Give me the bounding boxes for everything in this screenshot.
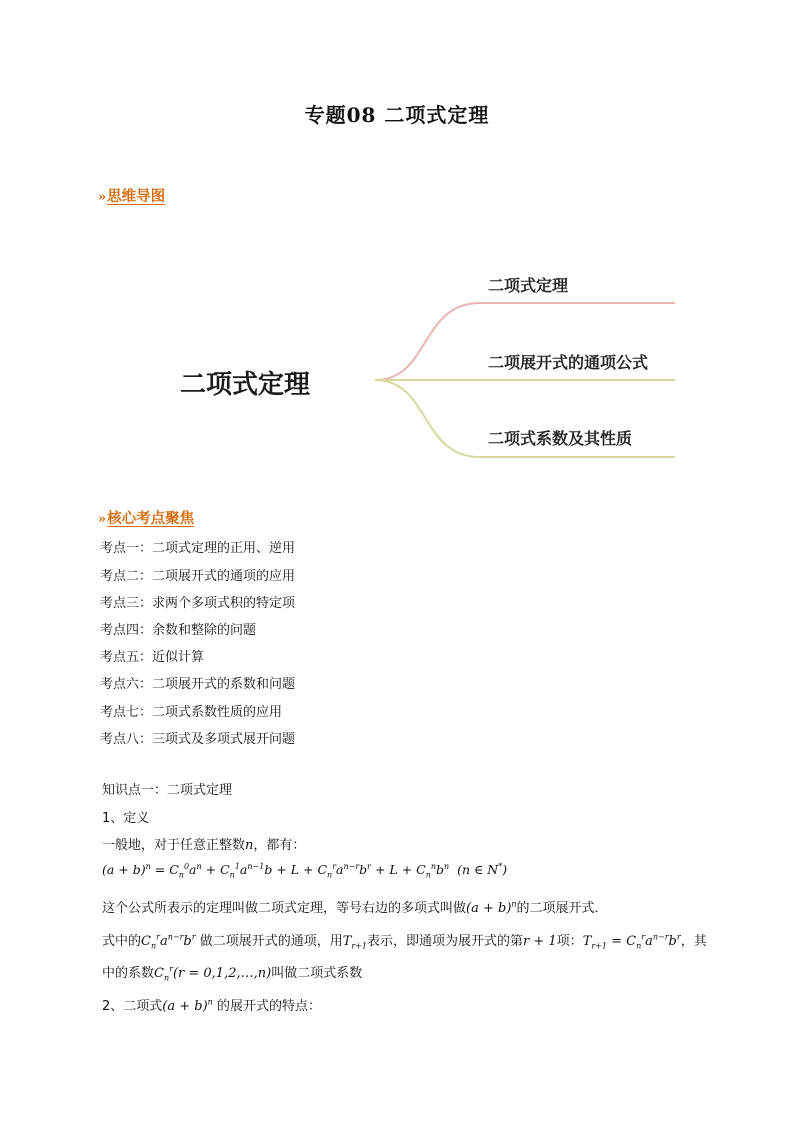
features-title: 2、二项式$(a + b)^n$ 的展开式的特点：	[102, 997, 321, 1014]
paragraph-coefficient: 中的系数$C_n^r(r$ = 0,1,2,…,n)叫做二项式系数	[102, 964, 363, 983]
core-heading: »核心考点聚焦	[98, 510, 195, 527]
mindmap-branch-2: 二项展开式的通项公式	[488, 353, 649, 372]
key-point-item: 考点一：二项式定理的正用、逆用	[100, 541, 296, 556]
definition-title: 1、定义	[102, 811, 150, 826]
key-point-item: 考点五：近似计算	[100, 650, 205, 665]
mindmap-branch-1: 二项式定理	[488, 276, 569, 295]
page-title: 专题08 二项式定理	[304, 103, 490, 127]
definition-intro: 一般地，对于任意正整数n，都有：	[102, 838, 306, 853]
key-point-item: 考点七：二项式系数性质的应用	[100, 705, 283, 720]
key-point-item: 考点三：求两个多项式积的特定项	[100, 596, 296, 611]
paragraph-general-term: 式中的$C_n^ra^{n-r}b^r$ 做二项展开式的通项，用$T_{r+1}$表示，即通项为展开式的第r + 1项：$T_{r+1} = C_n^ra^{n-r}b^r$，其	[102, 932, 707, 951]
mindmap-heading: »思维导图	[98, 188, 166, 205]
key-point-item: 考点八：三项式及多项式展开问题	[100, 732, 296, 747]
paragraph-theorem: 这个公式所表示的定理叫做二项式定理，等号右边的多项式叫做$(a + b)^n$的二项展开式．	[102, 899, 608, 916]
mindmap-branch-3: 二项式系数及其性质	[488, 429, 633, 448]
double-chevron-icon: »	[98, 190, 107, 205]
key-point-item: 考点二：二项展开式的通项的应用	[100, 569, 296, 584]
mindmap-root: 二项式定理	[180, 370, 311, 400]
binomial-theorem-formula: $(a + b)^n = C_n^0a^n + C_n^1a^{n-1}b + L + C_n^ra^{n-r}b^r + L + C_n^nb^n$ (n ∈ N*)	[102, 862, 508, 880]
knowledge-heading: 知识点一：二项式定理	[102, 783, 233, 798]
key-point-item: 考点六：二项展开式的系数和问题	[100, 677, 296, 692]
key-point-item: 考点四：余数和整除的问题	[100, 623, 257, 638]
double-chevron-icon: »	[98, 512, 107, 527]
